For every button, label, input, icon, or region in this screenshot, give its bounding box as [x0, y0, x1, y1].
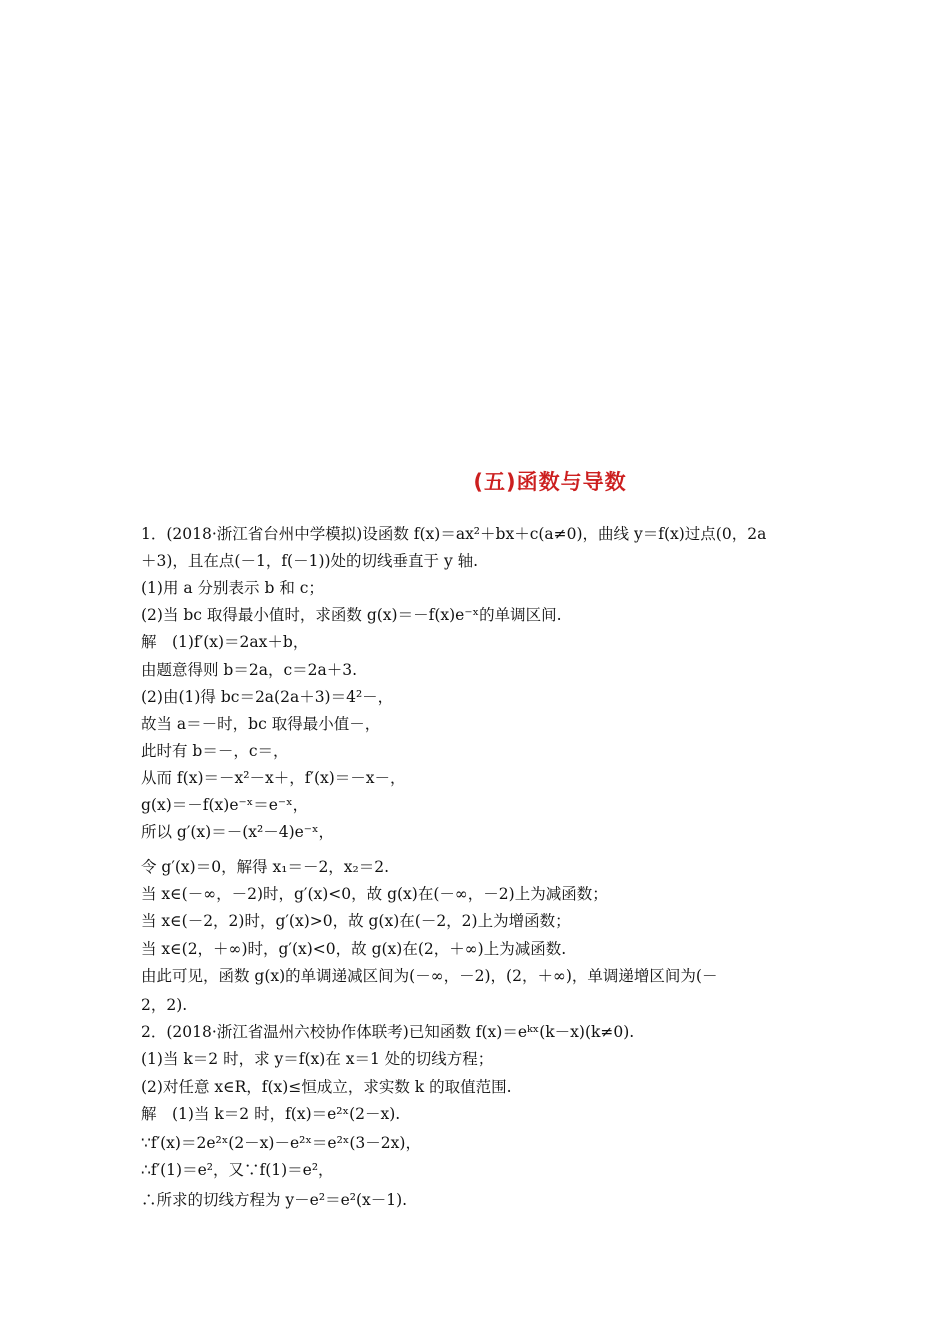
- text-line: g(x)＝－f(x)e⁻ˣ＝e⁻ˣ，: [141, 796, 309, 814]
- text-line: 令 g′(x)＝0，解得 x₁＝－2，x₂＝2.: [141, 858, 390, 876]
- text-line: 从而 f(x)＝－x²－x＋，f′(x)＝－x－，: [141, 769, 406, 787]
- text-line: ∵f′(x)＝2e²ˣ(2－x)－e²ˣ＝e²ˣ(3－2x)，: [141, 1134, 421, 1152]
- text-line: (1)用 a 分别表示 b 和 c；: [141, 579, 324, 597]
- text-line: (2)由(1)得 bc＝2a(2a＋3)＝4²－，: [141, 688, 394, 706]
- text-line: ∴f′(1)＝e²，又∵f(1)＝e²，: [141, 1161, 334, 1179]
- text-line: 解 (1)当 k＝2 时，f(x)＝e²ˣ(2－x).: [141, 1105, 401, 1123]
- text-line: 由此可见，函数 g(x)的单调递减区间为(－∞，－2)，(2，＋∞)，单调递增区间为(－: [141, 967, 718, 985]
- text-line: 由题意得则 b＝2a，c＝2a＋3.: [141, 661, 358, 679]
- text-line: 当 x∈(－2，2)时，g′(x)>0，故 g(x)在(－2，2)上为增函数；: [141, 912, 571, 930]
- text-line: 1．(2018·浙江省台州中学模拟)设函数 f(x)＝ax²＋bx＋c(a≠0)，曲线 y＝f(x)过点(0，2a: [141, 525, 767, 543]
- text-line: 所以 g′(x)＝－(x²－4)e⁻ˣ，: [141, 823, 335, 841]
- text-line: (2)对任意 x∈R，f(x)≤恒成立，求实数 k 的取值范围.: [141, 1078, 512, 1096]
- text-line: ＋3)，且在点(－1，f(－1))处的切线垂直于 y 轴.: [141, 552, 479, 570]
- text-line: (1)当 k＝2 时，求 y＝f(x)在 x＝1 处的切线方程；: [141, 1050, 494, 1068]
- text-line: 当 x∈(2，＋∞)时，g′(x)<0，故 g(x)在(2，＋∞)上为减函数.: [141, 940, 567, 958]
- text-line: 此时有 b＝－，c＝，: [141, 742, 289, 760]
- text-line: 当 x∈(－∞，－2)时，g′(x)<0，故 g(x)在(－∞，－2)上为减函数；: [141, 885, 608, 903]
- text-line: 故当 a＝－时，bc 取得最小值－，: [141, 715, 381, 733]
- text-line: 解 (1)f′(x)＝2ax＋b，: [141, 633, 309, 651]
- text-line: 2，2).: [141, 996, 188, 1014]
- text-line: (2)当 bc 取得最小值时，求函数 g(x)＝－f(x)e⁻ˣ的单调区间.: [141, 606, 562, 624]
- section-title: (五)函数与导数: [473, 470, 627, 494]
- text-line: ∴所求的切线方程为 y－e²＝e²(x－1).: [141, 1191, 408, 1209]
- text-line: 2．(2018·浙江省温州六校协作体联考)已知函数 f(x)＝eᵏˣ(k－x)(k≠0).: [141, 1023, 635, 1041]
